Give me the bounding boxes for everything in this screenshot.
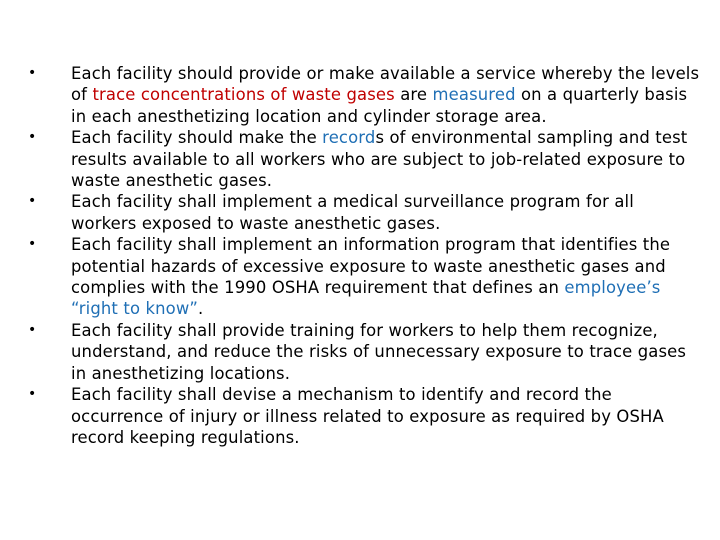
item-text: Each facility should make the <box>71 128 323 148</box>
item-text: . <box>198 299 204 319</box>
item-text: are <box>394 85 433 105</box>
bullet-icon: • <box>28 129 37 146</box>
item-text: Each facility shall provide training for workers to help them recognize, understand, and reduce the risks of unnecessary exposure to trace gases in anesthetizing locations. <box>71 320 687 383</box>
list-item <box>28 191 700 234</box>
slide-content <box>28 63 700 448</box>
highlight-text: record <box>322 128 376 148</box>
item-text: s of environmental sampling and test results available to all workers who are subject to job-related exposure to waste anesthetic gases. <box>71 128 688 191</box>
bullet-list <box>28 63 700 448</box>
bullet-icon: • <box>28 321 37 338</box>
item-text: Each facility shall implement an information program that identifies the potential hazards of excessive exposure to waste anesthetic gases and complies with the 1990 OSHA requirement that defines an <box>71 235 671 298</box>
highlight-text: trace concentrations of waste gases <box>92 85 395 105</box>
list-item <box>28 320 700 384</box>
bullet-icon: • <box>28 236 37 253</box>
list-item <box>28 63 700 127</box>
item-text: Each facility shall devise a mechanism to identify and record the occurrence of injury or illness related to exposure as required by OSHA record keeping regulations. <box>71 385 664 447</box>
list-item <box>28 127 700 191</box>
list-item <box>28 384 700 448</box>
bullet-icon: • <box>28 386 37 403</box>
list-item <box>28 234 700 320</box>
highlight-text: employee’s “right to know” <box>71 278 661 319</box>
item-text: Each facility shall implement a medical surveillance program for all workers exposed to waste anesthetic gases. <box>71 192 634 233</box>
bullet-icon: • <box>28 65 37 81</box>
item-text: Each facility should provide or make available a service whereby the levels of <box>71 64 700 105</box>
highlight-text: measured <box>432 85 516 105</box>
item-text: on a quarterly basis in each anesthetizing location and cylinder storage area. <box>71 85 688 126</box>
bullet-icon: • <box>28 193 37 210</box>
